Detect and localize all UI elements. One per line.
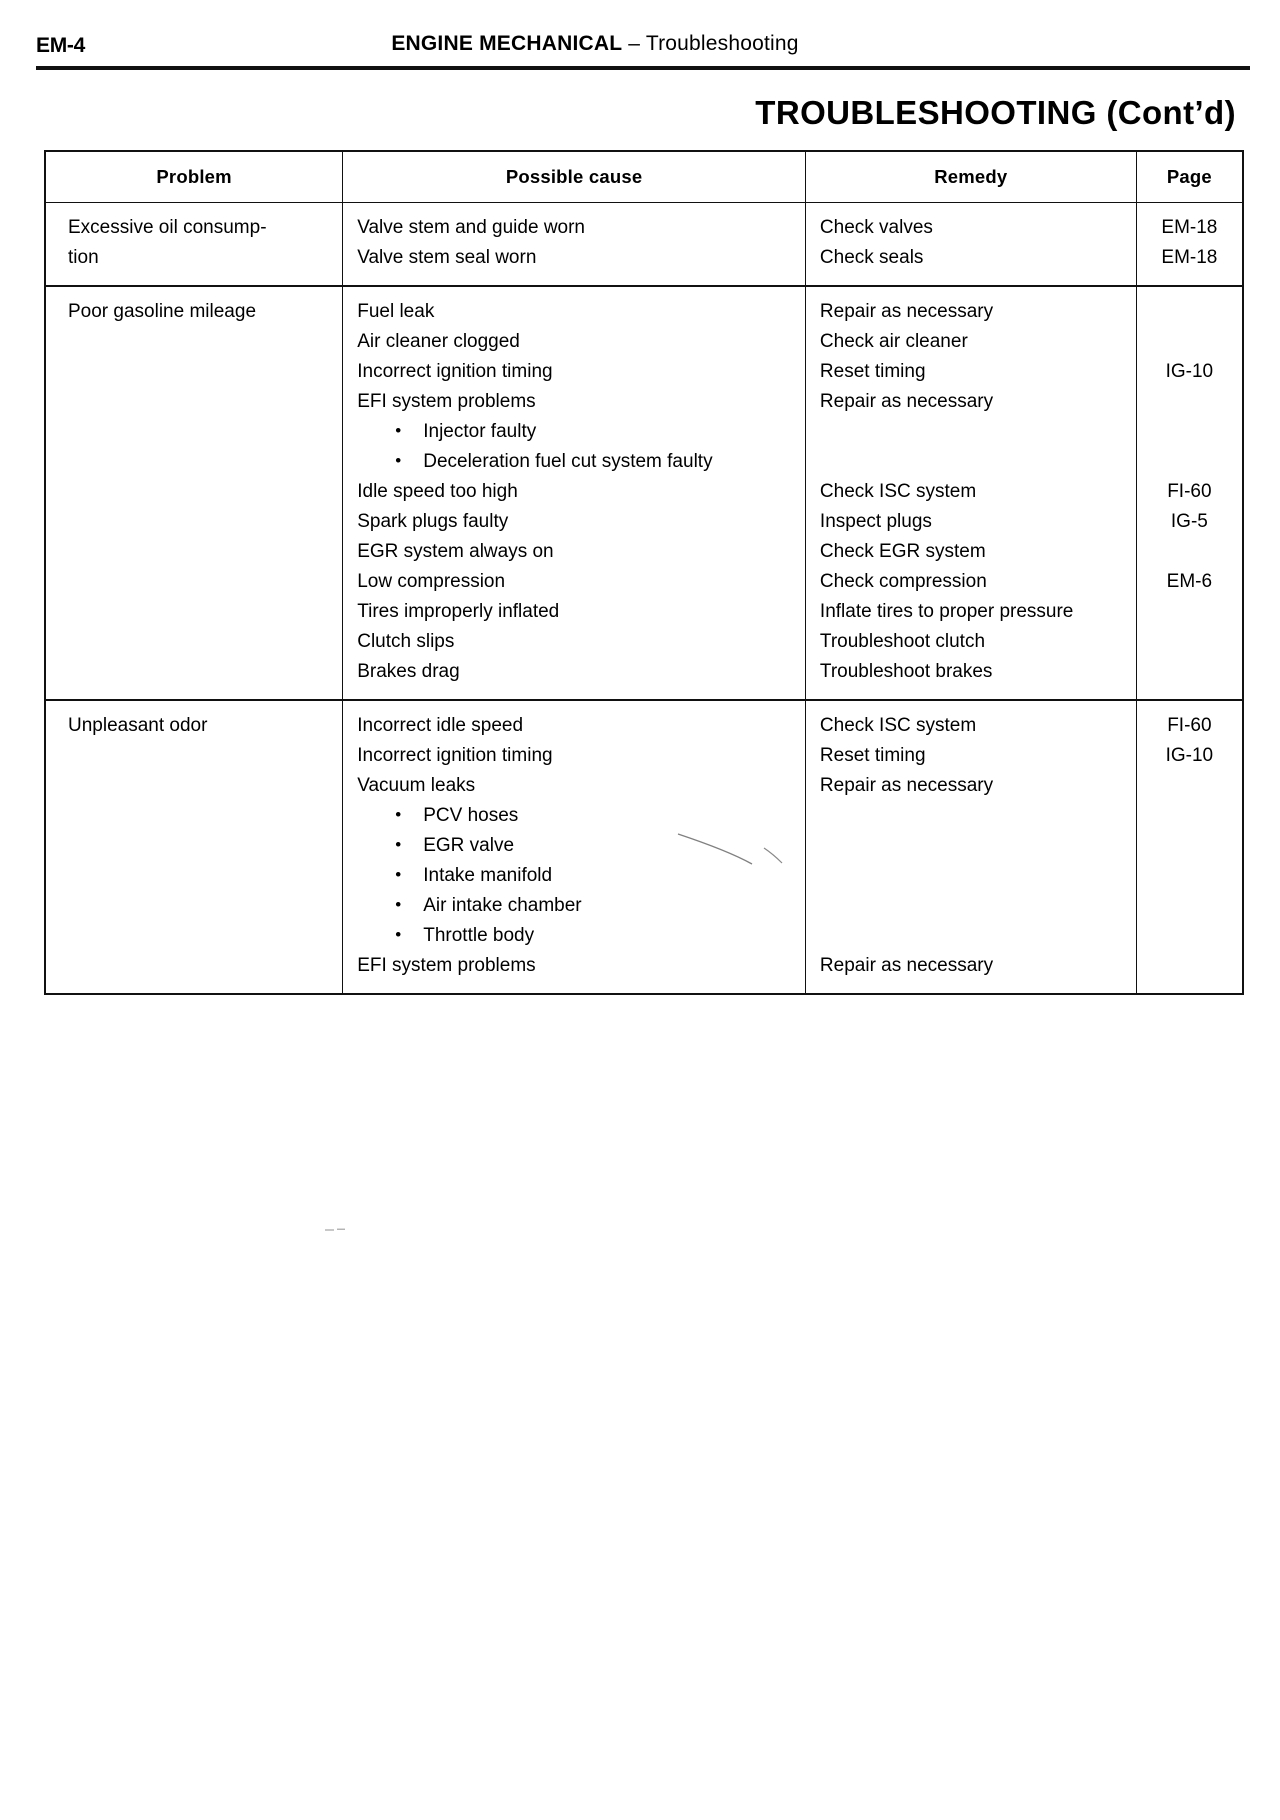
page-ref: IG-5 xyxy=(1170,511,1208,532)
running-head-separator: – xyxy=(628,32,641,55)
table-row xyxy=(46,286,1242,700)
cause-item: Valve stem seal worn xyxy=(357,247,537,268)
cause-bullet-item: • Intake manifold xyxy=(395,861,795,891)
page-ref: EM-6 xyxy=(1166,571,1213,592)
cell-page xyxy=(1136,700,1242,993)
cause-item: Spark plugs faulty xyxy=(357,511,509,532)
page-ref: EM-18 xyxy=(1161,217,1218,238)
page-ref: IG-10 xyxy=(1165,745,1214,766)
remedy-spacer xyxy=(820,417,1126,447)
remedy-item: Inflate tires to proper pressure xyxy=(819,601,1074,622)
problem-text-line: Poor gasoline mileage xyxy=(68,301,257,322)
page-title: TROUBLESHOOTING (Cont’d) xyxy=(755,94,1236,131)
cell-page xyxy=(1136,203,1242,287)
remedy-spacer xyxy=(820,447,1126,477)
remedy-item: Check ISC system xyxy=(819,481,977,502)
header-rule xyxy=(36,66,1250,70)
cause-item: Incorrect idle speed xyxy=(357,715,524,736)
remedy-item: Repair as necessary xyxy=(819,391,994,412)
page-spacer xyxy=(1143,447,1236,477)
cell-problem xyxy=(46,203,343,287)
cause-item: Idle speed too high xyxy=(357,481,518,502)
remedy-item: Repair as necessary xyxy=(819,775,994,796)
remedy-item: Check seals xyxy=(819,247,924,268)
remedy-item: Troubleshoot brakes xyxy=(819,661,993,682)
cause-item: Vacuum leaks xyxy=(357,775,476,796)
cause-bullet-item: • Injector faulty xyxy=(395,417,795,447)
cause-bullet-item: • PCV hoses xyxy=(395,801,795,831)
scan-speck-artifact xyxy=(325,1228,347,1232)
cause-item: Valve stem and guide worn xyxy=(357,217,585,238)
remedy-spacer xyxy=(820,801,1126,831)
remedy-item: Check ISC system xyxy=(819,715,977,736)
remedy-item: Inspect plugs xyxy=(819,511,932,532)
troubleshooting-table-wrapper xyxy=(44,150,1244,995)
column-header-cause: Possible cause xyxy=(343,152,806,203)
cause-item: Brakes drag xyxy=(357,661,460,682)
cause-item: Incorrect ignition timing xyxy=(357,361,553,382)
cause-bullet-item: • Deceleration fuel cut system faulty xyxy=(395,447,795,477)
remedy-spacer xyxy=(820,891,1126,921)
cause-bullet-list xyxy=(357,417,795,477)
table-row xyxy=(46,203,1242,287)
remedy-item: Check EGR system xyxy=(819,541,986,562)
remedy-spacer xyxy=(820,831,1126,861)
page-spacer xyxy=(1143,417,1236,447)
column-header-problem: Problem xyxy=(46,152,343,203)
page-ref: IG-10 xyxy=(1165,361,1214,382)
table-header-row xyxy=(46,152,1242,203)
running-head-title xyxy=(36,32,1244,56)
remedy-item: Repair as necessary xyxy=(819,955,994,976)
cause-item: EFI system problems xyxy=(357,955,536,976)
cause-item: Low compression xyxy=(357,571,506,592)
page-ref xyxy=(1143,537,1236,567)
cell-cause xyxy=(343,203,806,287)
cell-problem xyxy=(46,286,343,700)
cell-cause xyxy=(343,700,806,993)
cell-page xyxy=(1136,286,1242,700)
remedy-item: Check air cleaner xyxy=(819,331,968,352)
cause-item: Incorrect ignition timing xyxy=(357,745,553,766)
cell-remedy xyxy=(805,203,1136,287)
cause-item: Air cleaner clogged xyxy=(357,331,520,352)
remedy-spacer xyxy=(820,921,1126,951)
running-head-subject: Troubleshooting xyxy=(645,32,799,55)
troubleshooting-table xyxy=(46,152,1242,993)
remedy-item: Reset timing xyxy=(819,745,926,766)
problem-text-line: Excessive oil consump- xyxy=(68,217,267,238)
cause-item: Clutch slips xyxy=(357,631,455,652)
remedy-item: Check compression xyxy=(819,571,987,592)
cause-item: EGR system always on xyxy=(357,541,554,562)
page-running-head xyxy=(36,24,1244,72)
remedy-spacer xyxy=(820,861,1126,891)
remedy-item: Check valves xyxy=(819,217,933,238)
cause-item: Tires improperly inflated xyxy=(357,601,560,622)
cause-item: EFI system problems xyxy=(357,391,536,412)
column-header-page: Page xyxy=(1136,152,1242,203)
remedy-item: Repair as necessary xyxy=(819,301,994,322)
cause-item: Fuel leak xyxy=(357,301,435,322)
page-spacer xyxy=(1143,387,1236,417)
table-row xyxy=(46,700,1242,993)
cell-problem xyxy=(46,700,343,993)
page-ref: FI-60 xyxy=(1167,481,1212,502)
cell-cause xyxy=(343,286,806,700)
page-ref: FI-60 xyxy=(1167,715,1212,736)
cause-bullet-item: • Throttle body xyxy=(395,921,795,951)
cause-bullet-item: • Air intake chamber xyxy=(395,891,795,921)
cell-remedy xyxy=(805,286,1136,700)
running-head-section: ENGINE MECHANICAL xyxy=(391,32,623,55)
cause-bullet-list xyxy=(357,801,795,951)
page-ref: EM-18 xyxy=(1161,247,1218,268)
cell-remedy xyxy=(805,700,1136,993)
remedy-item: Reset timing xyxy=(819,361,926,382)
remedy-item: Troubleshoot clutch xyxy=(819,631,986,652)
page-folio: EM-4 xyxy=(36,34,85,57)
problem-text-line: tion xyxy=(68,247,99,268)
column-header-remedy: Remedy xyxy=(805,152,1136,203)
cause-bullet-item: • EGR valve xyxy=(395,831,795,861)
problem-text-line: Unpleasant odor xyxy=(68,715,208,736)
